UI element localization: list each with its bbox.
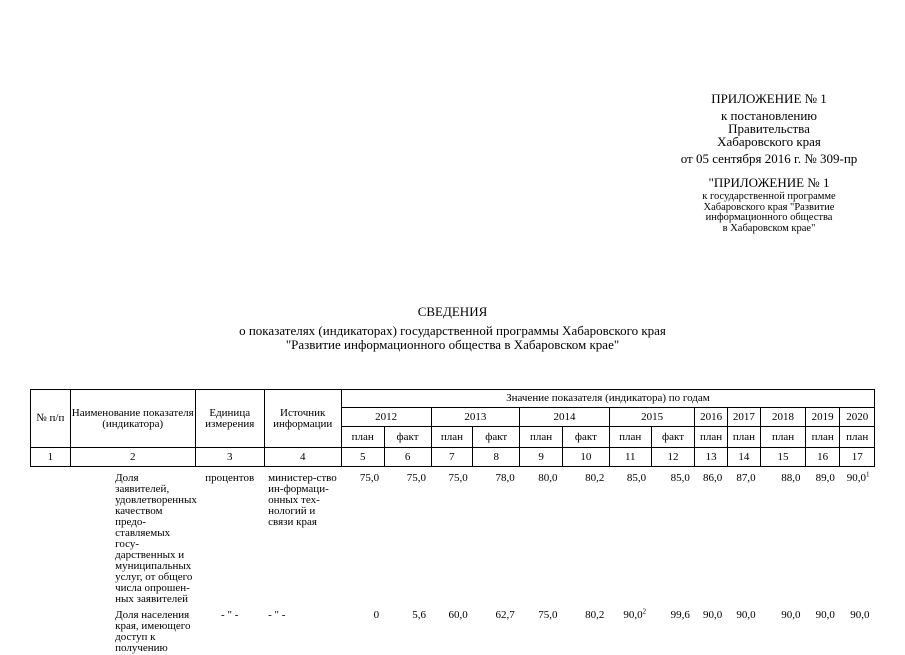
- value-text: 80,2: [585, 609, 604, 621]
- column-number: 10: [562, 448, 609, 467]
- column-number: 7: [431, 448, 473, 467]
- value-cell: [609, 606, 651, 655]
- program-appendix-label: "ПРИЛОЖЕНИЕ № 1: [664, 176, 874, 189]
- value-text: 88,0: [781, 472, 800, 484]
- value-text: 75,0: [538, 609, 557, 621]
- value-cell: [761, 467, 806, 607]
- column-number: 1: [31, 448, 71, 467]
- value-cell: [431, 606, 473, 655]
- value-cell: [384, 467, 431, 607]
- year-header: 2015: [609, 408, 695, 427]
- value-cell: [651, 467, 695, 607]
- year-header: 2019: [805, 408, 839, 427]
- col-header-num: № п/п: [31, 390, 71, 448]
- value-text: 85,0: [627, 472, 646, 484]
- value-cell: [384, 606, 431, 655]
- indicators-table: [30, 389, 875, 655]
- column-number: 12: [651, 448, 695, 467]
- value-cell: [473, 606, 520, 655]
- year-header: 2020: [840, 408, 875, 427]
- value-text: 80,0: [538, 472, 557, 484]
- column-number: 8: [473, 448, 520, 467]
- column-number: 4: [264, 448, 341, 467]
- decree-line: к постановлению: [664, 109, 874, 122]
- year-header: 2014: [520, 408, 610, 427]
- value-text: 99,6: [671, 609, 690, 621]
- decree-date: от 05 сентября 2016 г. № 309-пр: [664, 152, 874, 165]
- value-cell: [727, 606, 760, 655]
- fact-header: факт: [384, 427, 431, 448]
- unit-cell: - " -: [195, 606, 264, 655]
- year-header: 2012: [341, 408, 431, 427]
- year-header: 2017: [727, 408, 760, 427]
- value-text: 75,0: [360, 472, 379, 484]
- value-cell: [805, 606, 839, 655]
- column-number: 3: [195, 448, 264, 467]
- col-header-unit: Единица измерения: [195, 390, 264, 448]
- value-text: 89,0: [816, 472, 835, 484]
- value-text: 90,0: [703, 609, 722, 621]
- column-number-row: [31, 448, 875, 467]
- program-line: информационного общества: [664, 213, 874, 224]
- value-text: 78,0: [495, 472, 514, 484]
- value-text: 60,0: [449, 609, 468, 621]
- value-text: 80,2: [585, 472, 604, 484]
- fact-header: факт: [651, 427, 695, 448]
- column-number: 15: [761, 448, 806, 467]
- value-cell: [727, 467, 760, 607]
- plan-header: план: [695, 427, 727, 448]
- title-line: "Развитие информационного общества в Хабаровском крае": [0, 338, 905, 351]
- value-cell: [341, 606, 384, 655]
- col-header-name: Наименование показателя (индикатора): [70, 390, 195, 448]
- value-text: 86,0: [703, 472, 722, 484]
- title-heading: СВЕДЕНИЯ: [0, 305, 905, 318]
- column-number: 9: [520, 448, 563, 467]
- plan-header: план: [805, 427, 839, 448]
- plan-header: план: [727, 427, 760, 448]
- year-header: 2013: [431, 408, 520, 427]
- column-number: 6: [384, 448, 431, 467]
- program-line: Хабаровского края "Развитие: [664, 203, 874, 214]
- fact-header: факт: [473, 427, 520, 448]
- value-cell: [840, 467, 875, 607]
- program-line: в Хабаровском крае": [664, 224, 874, 235]
- value-text: 0: [374, 609, 380, 621]
- value-cell: [651, 606, 695, 655]
- plan-header: план: [341, 427, 384, 448]
- value-cell: [562, 606, 609, 655]
- year-header: 2016: [695, 408, 727, 427]
- column-number: 17: [840, 448, 875, 467]
- decree-line: Хабаровского края: [664, 135, 874, 148]
- source-cell: - " -: [264, 606, 341, 655]
- value-text: 90,0: [781, 609, 800, 621]
- decree-header: [664, 92, 874, 165]
- value-text: 90,0: [816, 609, 835, 621]
- value-cell: [805, 467, 839, 607]
- plan-header: план: [609, 427, 651, 448]
- table-row: [31, 467, 875, 607]
- column-number: 5: [341, 448, 384, 467]
- program-line: к государственной программе: [664, 192, 874, 203]
- col-header-values: Значение показателя (индикатора) по годам: [341, 390, 874, 408]
- column-number: 13: [695, 448, 727, 467]
- column-number: 2: [70, 448, 195, 467]
- year-header: 2018: [761, 408, 806, 427]
- indicator-name: Доля населения края, имеющего доступ к получению: [70, 606, 195, 655]
- value-cell: [761, 606, 806, 655]
- value-text: 90,0: [847, 472, 866, 484]
- value-text: 90,0: [850, 609, 869, 621]
- value-cell: [840, 606, 875, 655]
- value-text: 90,0: [736, 609, 755, 621]
- plan-header: план: [840, 427, 875, 448]
- program-header: [664, 176, 874, 234]
- plan-header: план: [761, 427, 806, 448]
- value-text: 75,0: [407, 472, 426, 484]
- source-cell: министер-ство ин-формаци-онных тех-нологий и связи края: [264, 467, 341, 607]
- col-header-source: Источник информации: [264, 390, 341, 448]
- document-title: [0, 305, 905, 351]
- value-text: 75,0: [449, 472, 468, 484]
- indicator-name: Доля заявителей, удовлетворенных качеством предо-ставляемых госу-дарственных и муниципальных услуг, от общего числа опрошен-ных заявителей: [70, 467, 195, 607]
- value-cell: [695, 606, 727, 655]
- column-number: 16: [805, 448, 839, 467]
- title-line: о показателях (индикаторах) государственной программы Хабаровского края: [0, 324, 905, 337]
- row-number-cell: [31, 467, 71, 607]
- fact-header: факт: [562, 427, 609, 448]
- value-cell: [562, 467, 609, 607]
- column-number: 11: [609, 448, 651, 467]
- value-text: 85,0: [671, 472, 690, 484]
- value-text: 90,0: [623, 609, 642, 621]
- value-cell: [473, 467, 520, 607]
- value-cell: [520, 606, 563, 655]
- value-cell: [609, 467, 651, 607]
- value-cell: [695, 467, 727, 607]
- plan-header: план: [431, 427, 473, 448]
- table-body: [31, 467, 875, 655]
- footnote-mark: 1: [866, 470, 870, 478]
- footnote-mark: 2: [643, 607, 647, 615]
- value-text: 5,6: [412, 609, 426, 621]
- value-text: 87,0: [736, 472, 755, 484]
- value-cell: [431, 467, 473, 607]
- row-number-cell: [31, 606, 71, 655]
- value-cell: [520, 467, 563, 607]
- value-cell: [341, 467, 384, 607]
- table-row: [31, 606, 875, 655]
- column-number: 14: [727, 448, 760, 467]
- plan-header: план: [520, 427, 563, 448]
- appendix-label: ПРИЛОЖЕНИЕ № 1: [664, 92, 874, 105]
- decree-line: Правительства: [664, 122, 874, 135]
- value-text: 62,7: [495, 609, 514, 621]
- unit-cell: процентов: [195, 467, 264, 607]
